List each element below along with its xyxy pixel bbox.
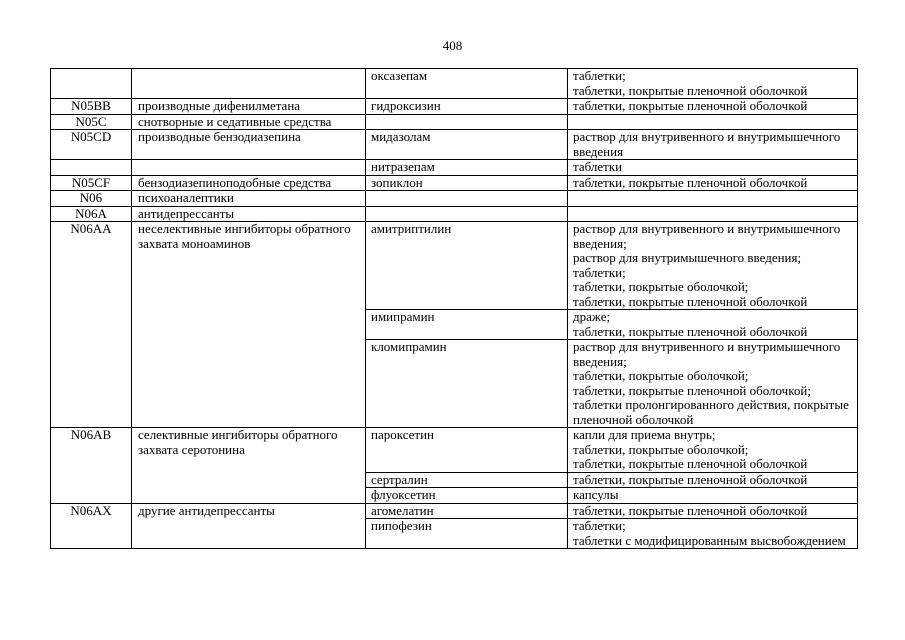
dosage-form-line: таблетки, покрытые пленочной оболочкой; — [573, 382, 811, 398]
dosage-form-line: раствор для внутривенного и внутримышечного введения; — [573, 339, 841, 369]
dosage-form-cell — [568, 488, 858, 504]
dosage-form-cell — [568, 99, 858, 115]
group-name-cell: производные дифенилметана — [132, 99, 366, 115]
drug-name-cell: имипрамин — [366, 310, 568, 340]
drug-name-cell: кломипрамин — [366, 340, 568, 428]
group-name-cell: селективные ингибиторы обратного захвата серотонина — [132, 428, 366, 504]
dosage-form-line: раствор для внутривенного и внутримышечного введения — [573, 129, 841, 159]
atc-code-cell: N05C — [51, 114, 132, 130]
drug-name-cell: сертралин — [366, 472, 568, 488]
dosage-form-line: раствор для внутривенного и внутримышечного введения; — [573, 221, 841, 251]
atc-code-cell: N06AB — [51, 428, 132, 504]
drug-name-cell: амитриптилин — [366, 222, 568, 310]
table-row — [51, 99, 858, 115]
dosage-form-line: раствор для внутримышечного введения; — [573, 250, 802, 265]
drug-classification-table — [50, 68, 858, 549]
dosage-form-cell — [568, 114, 858, 130]
dosage-form-cell — [568, 472, 858, 488]
table-row — [51, 130, 858, 160]
drug-name-cell: пипофезин — [366, 519, 568, 549]
dosage-form-line: таблетки, покрытые пленочной оболочкой — [573, 98, 808, 113]
group-name-cell: снотворные и седативные средства — [132, 114, 366, 130]
group-name-cell — [132, 69, 366, 99]
atc-code-cell: N05CF — [51, 175, 132, 191]
dosage-form-line: таблетки, покрытые пленочной оболочкой — [573, 503, 808, 518]
drug-name-cell: флуоксетин — [366, 488, 568, 504]
group-name-cell: производные бензодиазепина — [132, 130, 366, 160]
group-name-cell: психоаналептики — [132, 191, 366, 207]
group-name-cell: другие антидепрессанты — [132, 503, 366, 549]
table-row — [51, 222, 858, 310]
dosage-form-line: драже; — [573, 309, 611, 324]
atc-code-cell: N05BB — [51, 99, 132, 115]
drug-name-cell: оксазепам — [366, 69, 568, 99]
table-row — [51, 175, 858, 191]
atc-code-cell: N05CD — [51, 130, 132, 160]
dosage-form-cell — [568, 175, 858, 191]
dosage-form-line: таблетки, покрытые оболочкой; — [573, 368, 749, 383]
dosage-form-line: капли для приема внутрь; — [573, 427, 716, 442]
dosage-form-line: таблетки, покрытые оболочкой; — [573, 441, 749, 457]
table-body — [51, 69, 858, 549]
table-row — [51, 69, 858, 99]
dosage-form-cell — [568, 340, 858, 428]
drug-name-cell: гидроксизин — [366, 99, 568, 115]
dosage-form-line: таблетки — [573, 159, 623, 174]
atc-code-cell: N06A — [51, 206, 132, 222]
dosage-form-cell — [568, 519, 858, 549]
group-name-cell — [132, 160, 366, 176]
dosage-form-cell — [568, 503, 858, 519]
dosage-form-cell — [568, 206, 858, 222]
atc-code-cell — [51, 160, 132, 176]
table-row — [51, 206, 858, 222]
drug-name-cell: пароксетин — [366, 428, 568, 473]
drug-name-cell: нитразепам — [366, 160, 568, 176]
dosage-form-line: таблетки, покрытые пленочной оболочкой — [573, 175, 808, 190]
dosage-form-line: таблетки; — [573, 518, 626, 533]
group-name-cell: бензодиазепиноподобные средства — [132, 175, 366, 191]
atc-code-cell: N06AA — [51, 222, 132, 428]
dosage-form-line: таблетки пролонгированного действия, покрытые пленочной оболочкой — [573, 397, 849, 427]
dosage-form-line: таблетки, покрытые пленочной оболочкой — [573, 323, 808, 339]
dosage-form-line: таблетки; — [573, 68, 626, 83]
dosage-form-cell — [568, 191, 858, 207]
dosage-form-cell — [568, 69, 858, 99]
atc-code-cell: N06 — [51, 191, 132, 207]
atc-code-cell: N06AX — [51, 503, 132, 549]
dosage-form-cell — [568, 222, 858, 310]
table-row — [51, 160, 858, 176]
dosage-form-line: капсулы — [573, 487, 619, 502]
group-name-cell: неселективные ингибиторы обратного захвата моноаминов — [132, 222, 366, 428]
dosage-form-line: таблетки, покрытые пленочной оболочкой — [573, 472, 808, 487]
dosage-form-cell — [568, 130, 858, 160]
drug-name-cell: зопиклон — [366, 175, 568, 191]
drug-name-cell — [366, 114, 568, 130]
dosage-form-line: таблетки, покрытые оболочкой; — [573, 279, 749, 294]
dosage-form-cell — [568, 310, 858, 340]
drug-name-cell — [366, 206, 568, 222]
table-row — [51, 191, 858, 207]
table-row — [51, 428, 858, 473]
table-row — [51, 503, 858, 519]
dosage-form-line: таблетки, покрытые пленочной оболочкой — [573, 82, 808, 98]
dosage-form-line: таблетки; — [573, 264, 626, 280]
atc-code-cell — [51, 69, 132, 99]
dosage-form-line: таблетки, покрытые пленочной оболочкой — [573, 293, 808, 309]
drug-name-cell: мидазолам — [366, 130, 568, 160]
table-row — [51, 114, 858, 130]
dosage-form-cell — [568, 428, 858, 473]
dosage-form-line: таблетки, покрытые пленочной оболочкой — [573, 456, 808, 471]
dosage-form-line: таблетки с модифицированным высвобождением — [573, 532, 846, 548]
group-name-cell: антидепрессанты — [132, 206, 366, 222]
drug-name-cell — [366, 191, 568, 207]
page-number: 408 — [442, 38, 463, 53]
drug-name-cell: агомелатин — [366, 503, 568, 519]
dosage-form-cell — [568, 160, 858, 176]
